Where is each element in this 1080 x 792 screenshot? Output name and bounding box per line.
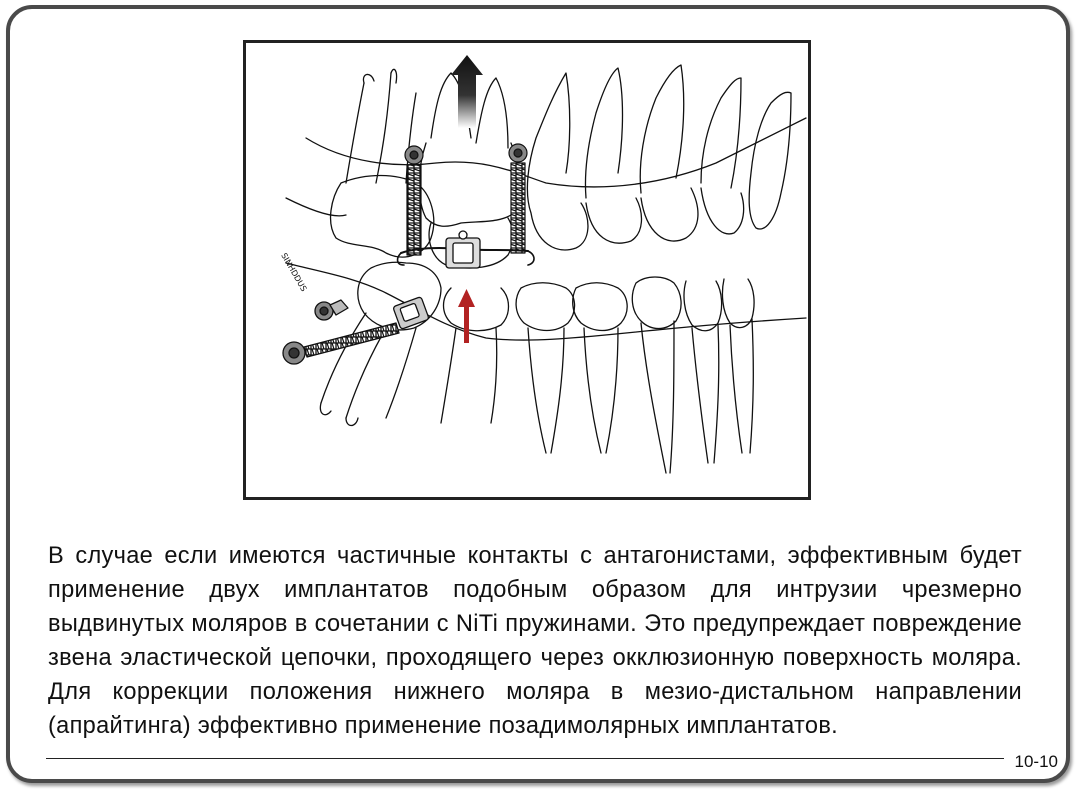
footer-divider <box>46 758 1004 759</box>
lower-incisor-1 <box>684 281 722 463</box>
page-number: 10-10 <box>1014 752 1058 771</box>
lower-molar-center <box>444 288 509 331</box>
lower-canine <box>632 277 681 473</box>
body-paragraph: В случае если имеются частичные контакты с антагонистами, эффективным будет применение двух имплантатов подобным образом для интрузии чрезмерно выдвинутых моляров в сочетании с NiTi пружинами. Это предупреждает повреждение звена эластической цепочки, проходящего через окклюзионную поверхность моляра. Для коррекции положения нижнего моляра в мезио-дистальном направлении (апрайтинга) эффективно применение позадимолярных имплантатов. <box>48 542 1022 739</box>
retromolar-implant-spring <box>283 297 429 364</box>
upper-premolar-2 <box>585 68 641 243</box>
upper-premolar-1 <box>527 73 588 250</box>
upper-incisor-2 <box>749 92 791 229</box>
extrusion-direction-arrow <box>451 55 483 128</box>
intrusion-force-arrow <box>458 289 475 343</box>
upper-canine <box>640 65 698 241</box>
lower-premolar-2 <box>573 283 627 453</box>
dental-illustration <box>243 40 811 500</box>
upper-incisor-1 <box>701 78 744 234</box>
lower-incisor-2 <box>722 279 754 453</box>
implant-label: SINHDDUS <box>279 251 309 293</box>
upper-right-niti-spring <box>509 144 527 253</box>
lower-premolar-1 <box>516 283 574 453</box>
